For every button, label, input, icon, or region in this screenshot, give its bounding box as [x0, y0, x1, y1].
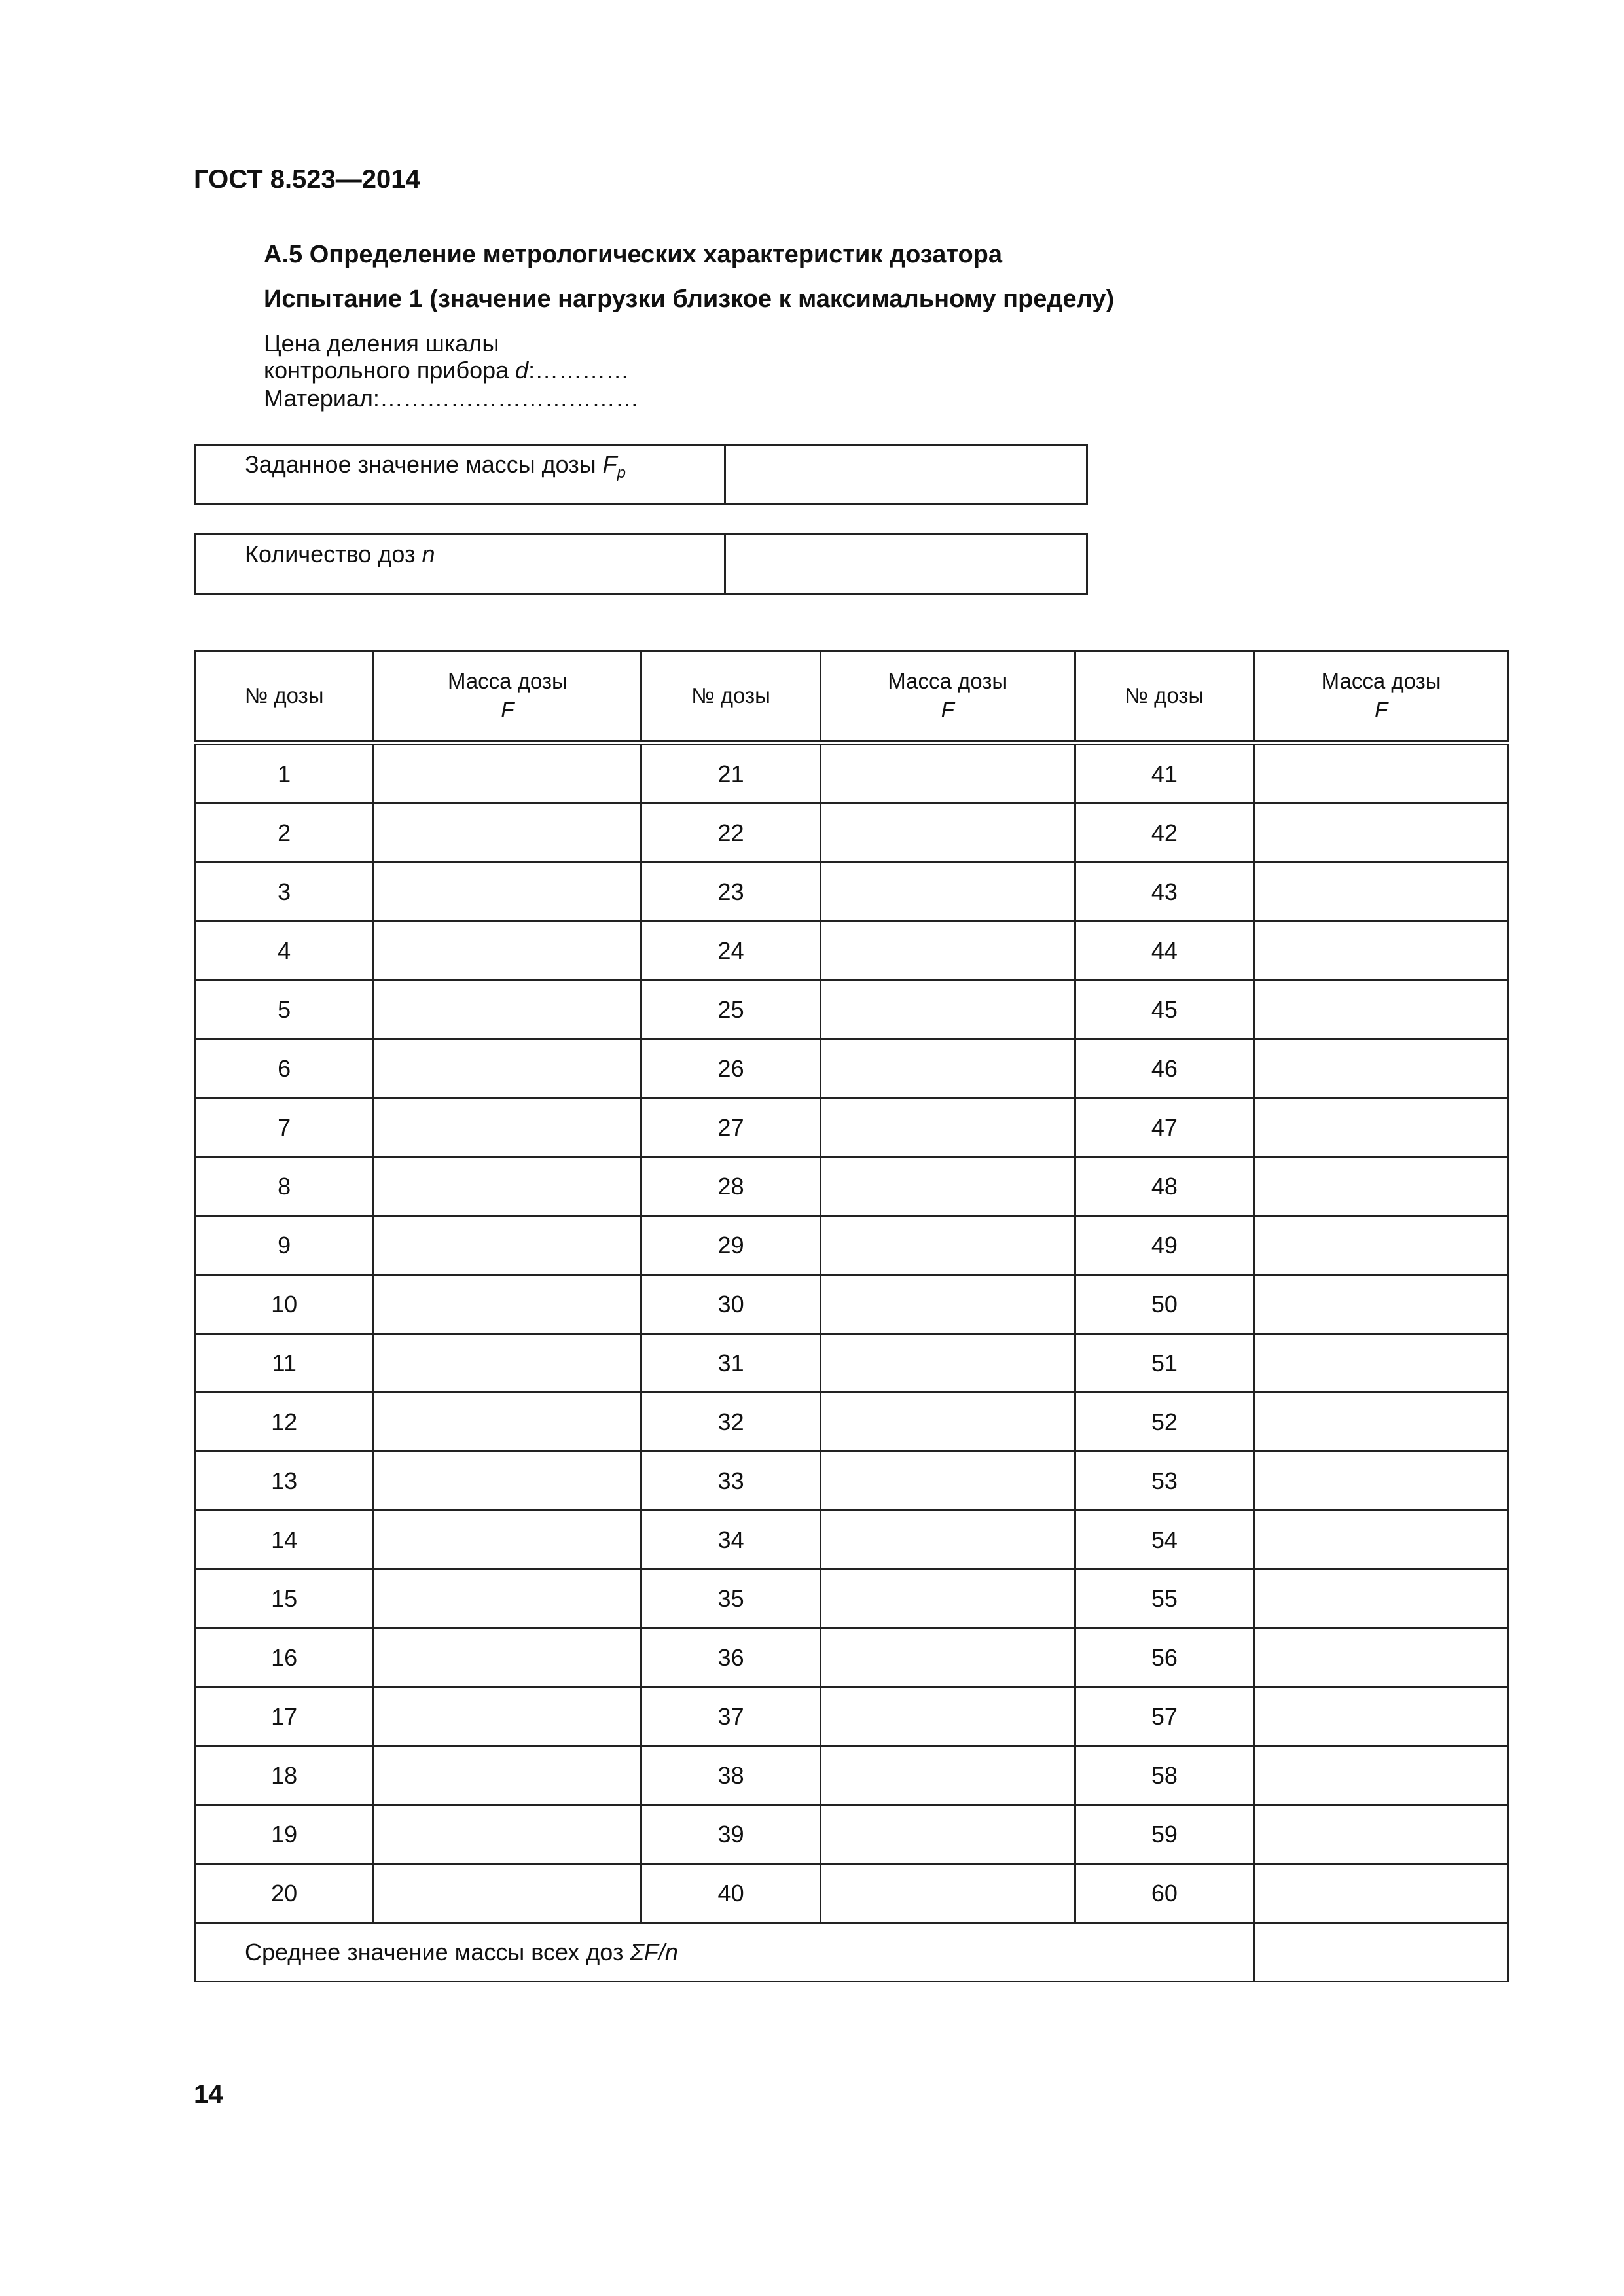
scale-division-label: Цена деления шкалы [264, 330, 499, 357]
dose-number-cell: 1 [195, 743, 374, 804]
dose-number-cell: 53 [1075, 1452, 1254, 1511]
dose-count-table [194, 533, 1088, 595]
dose-mass-cell[interactable] [1254, 1393, 1509, 1452]
header-dose-number: № дозы [195, 651, 374, 743]
table-row [195, 1039, 1509, 1098]
table-row [195, 1393, 1509, 1452]
dose-mass-cell[interactable] [1254, 1039, 1509, 1098]
dose-mass-cell[interactable] [1254, 743, 1509, 804]
average-mass-formula: ΣF/n [630, 1938, 678, 1965]
dose-number-cell: 33 [641, 1452, 820, 1511]
dose-number-cell: 45 [1075, 980, 1254, 1039]
table-row [195, 1746, 1509, 1805]
dose-number-cell: 35 [641, 1570, 820, 1628]
dose-number-cell: 23 [641, 863, 820, 922]
dose-mass-cell[interactable] [374, 743, 641, 804]
dose-number-cell: 28 [641, 1157, 820, 1216]
dose-mass-table [194, 650, 1509, 1982]
dose-mass-cell[interactable] [1254, 1805, 1509, 1864]
dose-number-cell: 25 [641, 980, 820, 1039]
document-header: ГОСТ 8.523—2014 [194, 165, 420, 194]
dose-mass-cell[interactable] [1254, 1511, 1509, 1570]
dose-mass-cell[interactable] [374, 1098, 641, 1157]
dose-mass-cell[interactable] [820, 863, 1075, 922]
dose-number-cell: 39 [641, 1805, 820, 1864]
dose-number-cell: 44 [1075, 922, 1254, 980]
dose-mass-cell[interactable] [820, 1039, 1075, 1098]
page-number: 14 [194, 2080, 223, 2109]
dose-number-cell: 60 [1075, 1864, 1254, 1923]
dose-number-cell: 14 [195, 1511, 374, 1570]
dose-number-cell: 40 [641, 1864, 820, 1923]
dose-mass-cell[interactable] [1254, 980, 1509, 1039]
dose-number-cell: 55 [1075, 1570, 1254, 1628]
dose-mass-cell[interactable] [820, 1805, 1075, 1864]
dose-number-cell: 10 [195, 1275, 374, 1334]
test-title: Испытание 1 (значение нагрузки близкое к максимальному пределу) [264, 285, 1115, 313]
average-mass-label [195, 1923, 1254, 1982]
average-mass-value-cell[interactable] [1254, 1923, 1509, 1982]
dose-mass-cell[interactable] [374, 980, 641, 1039]
dose-mass-cell[interactable] [1254, 922, 1509, 980]
dose-number-cell: 7 [195, 1098, 374, 1157]
dose-mass-cell[interactable] [820, 1687, 1075, 1746]
dose-number-cell: 41 [1075, 743, 1254, 804]
dose-mass-cell[interactable] [374, 1511, 641, 1570]
dose-mass-cell[interactable] [374, 1746, 641, 1805]
dose-mass-cell[interactable] [1254, 804, 1509, 863]
dose-number-cell: 31 [641, 1334, 820, 1393]
dose-number-cell: 49 [1075, 1216, 1254, 1275]
dose-mass-cell[interactable] [820, 1098, 1075, 1157]
header-mass-text: Масса дозы [888, 669, 1008, 693]
dose-number-cell: 9 [195, 1216, 374, 1275]
dose-rows [195, 743, 1509, 1982]
table-row [195, 1334, 1509, 1393]
dose-number-cell: 15 [195, 1570, 374, 1628]
dose-mass-cell[interactable] [374, 1216, 641, 1275]
dose-number-cell: 43 [1075, 863, 1254, 922]
subscript-p: р [617, 464, 626, 482]
dose-mass-cell[interactable] [374, 1570, 641, 1628]
dose-number-cell: 52 [1075, 1393, 1254, 1452]
dose-mass-cell[interactable] [820, 1628, 1075, 1687]
dose-mass-cell[interactable] [374, 863, 641, 922]
dose-mass-cell[interactable] [374, 1275, 641, 1334]
dose-number-cell: 59 [1075, 1805, 1254, 1864]
table-row [195, 1216, 1509, 1275]
dose-mass-cell[interactable] [1254, 1157, 1509, 1216]
material-label: Материал:…………………………… [264, 385, 639, 412]
target-mass-value-cell[interactable] [725, 445, 1087, 505]
dose-number-cell: 6 [195, 1039, 374, 1098]
table-row [195, 1098, 1509, 1157]
dose-mass-cell[interactable] [820, 1393, 1075, 1452]
target-mass-text: Заданное значение массы дозы [245, 451, 603, 478]
header-mass-var: F [1374, 698, 1388, 722]
target-mass-table [194, 444, 1088, 505]
dose-count-text: Количество доз [245, 541, 422, 567]
variable-f: F [602, 451, 617, 478]
dose-number-cell: 36 [641, 1628, 820, 1687]
dose-number-cell: 54 [1075, 1511, 1254, 1570]
dose-mass-cell[interactable] [1254, 1628, 1509, 1687]
dose-mass-cell[interactable] [1254, 1746, 1509, 1805]
section-title: А.5 Определение метрологических характеристик дозатора [264, 241, 1002, 268]
dose-count-label [195, 535, 725, 594]
dose-mass-cell[interactable] [820, 804, 1075, 863]
dose-number-cell: 11 [195, 1334, 374, 1393]
dose-mass-cell[interactable] [374, 1157, 641, 1216]
table-row [195, 1511, 1509, 1570]
control-instrument-dots: :………… [528, 357, 630, 384]
dose-mass-cell[interactable] [820, 1216, 1075, 1275]
dose-number-cell: 20 [195, 1864, 374, 1923]
dose-number-cell: 51 [1075, 1334, 1254, 1393]
dose-mass-cell[interactable] [374, 922, 641, 980]
dose-mass-cell[interactable] [374, 1039, 641, 1098]
dose-number-cell: 12 [195, 1393, 374, 1452]
dose-number-cell: 19 [195, 1805, 374, 1864]
table-row [195, 743, 1509, 804]
dose-mass-cell[interactable] [820, 1511, 1075, 1570]
table-row [195, 1275, 1509, 1334]
dose-mass-cell[interactable] [1254, 1687, 1509, 1746]
table-row [195, 863, 1509, 922]
header-dose-number: № дозы [1075, 651, 1254, 743]
variable-n: n [422, 541, 435, 567]
dose-number-cell: 58 [1075, 1746, 1254, 1805]
dose-mass-cell[interactable] [1254, 1864, 1509, 1923]
dose-number-cell: 32 [641, 1393, 820, 1452]
dose-mass-cell[interactable] [1254, 1275, 1509, 1334]
table-row [195, 1805, 1509, 1864]
dose-number-cell: 24 [641, 922, 820, 980]
dose-count-value-cell[interactable] [725, 535, 1087, 594]
dose-number-cell: 34 [641, 1511, 820, 1570]
dose-number-cell: 37 [641, 1687, 820, 1746]
dose-mass-cell[interactable] [820, 743, 1075, 804]
dose-mass-cell[interactable] [1254, 1098, 1509, 1157]
dose-mass-cell[interactable] [820, 922, 1075, 980]
average-row [195, 1923, 1509, 1982]
header-dose-number: № дозы [641, 651, 820, 743]
dose-number-cell: 38 [641, 1746, 820, 1805]
dose-mass-cell[interactable] [820, 980, 1075, 1039]
dose-mass-cell[interactable] [820, 1746, 1075, 1805]
dose-number-cell: 22 [641, 804, 820, 863]
table-row [195, 1687, 1509, 1746]
dose-mass-cell[interactable] [374, 1628, 641, 1687]
dose-mass-cell[interactable] [374, 1687, 641, 1746]
dose-number-cell: 29 [641, 1216, 820, 1275]
dose-mass-cell[interactable] [1254, 1452, 1509, 1511]
dose-mass-cell[interactable] [374, 1452, 641, 1511]
dose-number-cell: 17 [195, 1687, 374, 1746]
control-instrument-text: контрольного прибора [264, 357, 516, 384]
table-row [195, 980, 1509, 1039]
table-row [195, 922, 1509, 980]
dose-number-cell: 13 [195, 1452, 374, 1511]
dose-number-cell: 42 [1075, 804, 1254, 863]
dose-mass-cell[interactable] [820, 1452, 1075, 1511]
dose-number-cell: 56 [1075, 1628, 1254, 1687]
control-instrument-label [264, 357, 629, 384]
header-mass-text: Масса дозы [1321, 669, 1441, 693]
dose-mass-cell[interactable] [1254, 1334, 1509, 1393]
dose-mass-cell[interactable] [820, 1570, 1075, 1628]
dose-number-cell: 5 [195, 980, 374, 1039]
header-mass-var: F [501, 698, 514, 722]
dose-number-cell: 2 [195, 804, 374, 863]
dose-mass-cell[interactable] [820, 1864, 1075, 1923]
dose-mass-cell[interactable] [374, 804, 641, 863]
target-mass-label [195, 445, 725, 505]
average-mass-text: Среднее значение массы всех доз [245, 1938, 630, 1965]
header-dose-mass [820, 651, 1075, 743]
dose-number-cell: 46 [1075, 1039, 1254, 1098]
header-dose-mass [1254, 651, 1509, 743]
dose-mass-cell[interactable] [374, 1864, 641, 1923]
dose-number-cell: 3 [195, 863, 374, 922]
dose-number-cell: 16 [195, 1628, 374, 1687]
dose-number-cell: 4 [195, 922, 374, 980]
dose-mass-cell[interactable] [374, 1334, 641, 1393]
dose-number-cell: 50 [1075, 1275, 1254, 1334]
dose-number-cell: 26 [641, 1039, 820, 1098]
dose-mass-cell[interactable] [820, 1275, 1075, 1334]
dose-number-cell: 47 [1075, 1098, 1254, 1157]
dose-mass-cell[interactable] [1254, 1216, 1509, 1275]
dose-number-cell: 8 [195, 1157, 374, 1216]
dose-mass-cell[interactable] [820, 1334, 1075, 1393]
dose-mass-cell[interactable] [820, 1157, 1075, 1216]
table-header-row [195, 651, 1509, 743]
dose-mass-cell[interactable] [1254, 863, 1509, 922]
dose-number-cell: 57 [1075, 1687, 1254, 1746]
dose-mass-cell[interactable] [374, 1393, 641, 1452]
dose-number-cell: 21 [641, 743, 820, 804]
dose-number-cell: 48 [1075, 1157, 1254, 1216]
variable-d: d [515, 357, 529, 384]
table-row [195, 1157, 1509, 1216]
table-row [195, 1628, 1509, 1687]
table-row [195, 1864, 1509, 1923]
header-mass-var: F [941, 698, 954, 722]
table-row [195, 1570, 1509, 1628]
header-mass-text: Масса дозы [447, 669, 568, 693]
dose-number-cell: 18 [195, 1746, 374, 1805]
dose-mass-cell[interactable] [1254, 1570, 1509, 1628]
table-row [195, 804, 1509, 863]
dose-mass-cell[interactable] [374, 1805, 641, 1864]
dose-number-cell: 30 [641, 1275, 820, 1334]
header-dose-mass [374, 651, 641, 743]
table-row [195, 1452, 1509, 1511]
dose-number-cell: 27 [641, 1098, 820, 1157]
